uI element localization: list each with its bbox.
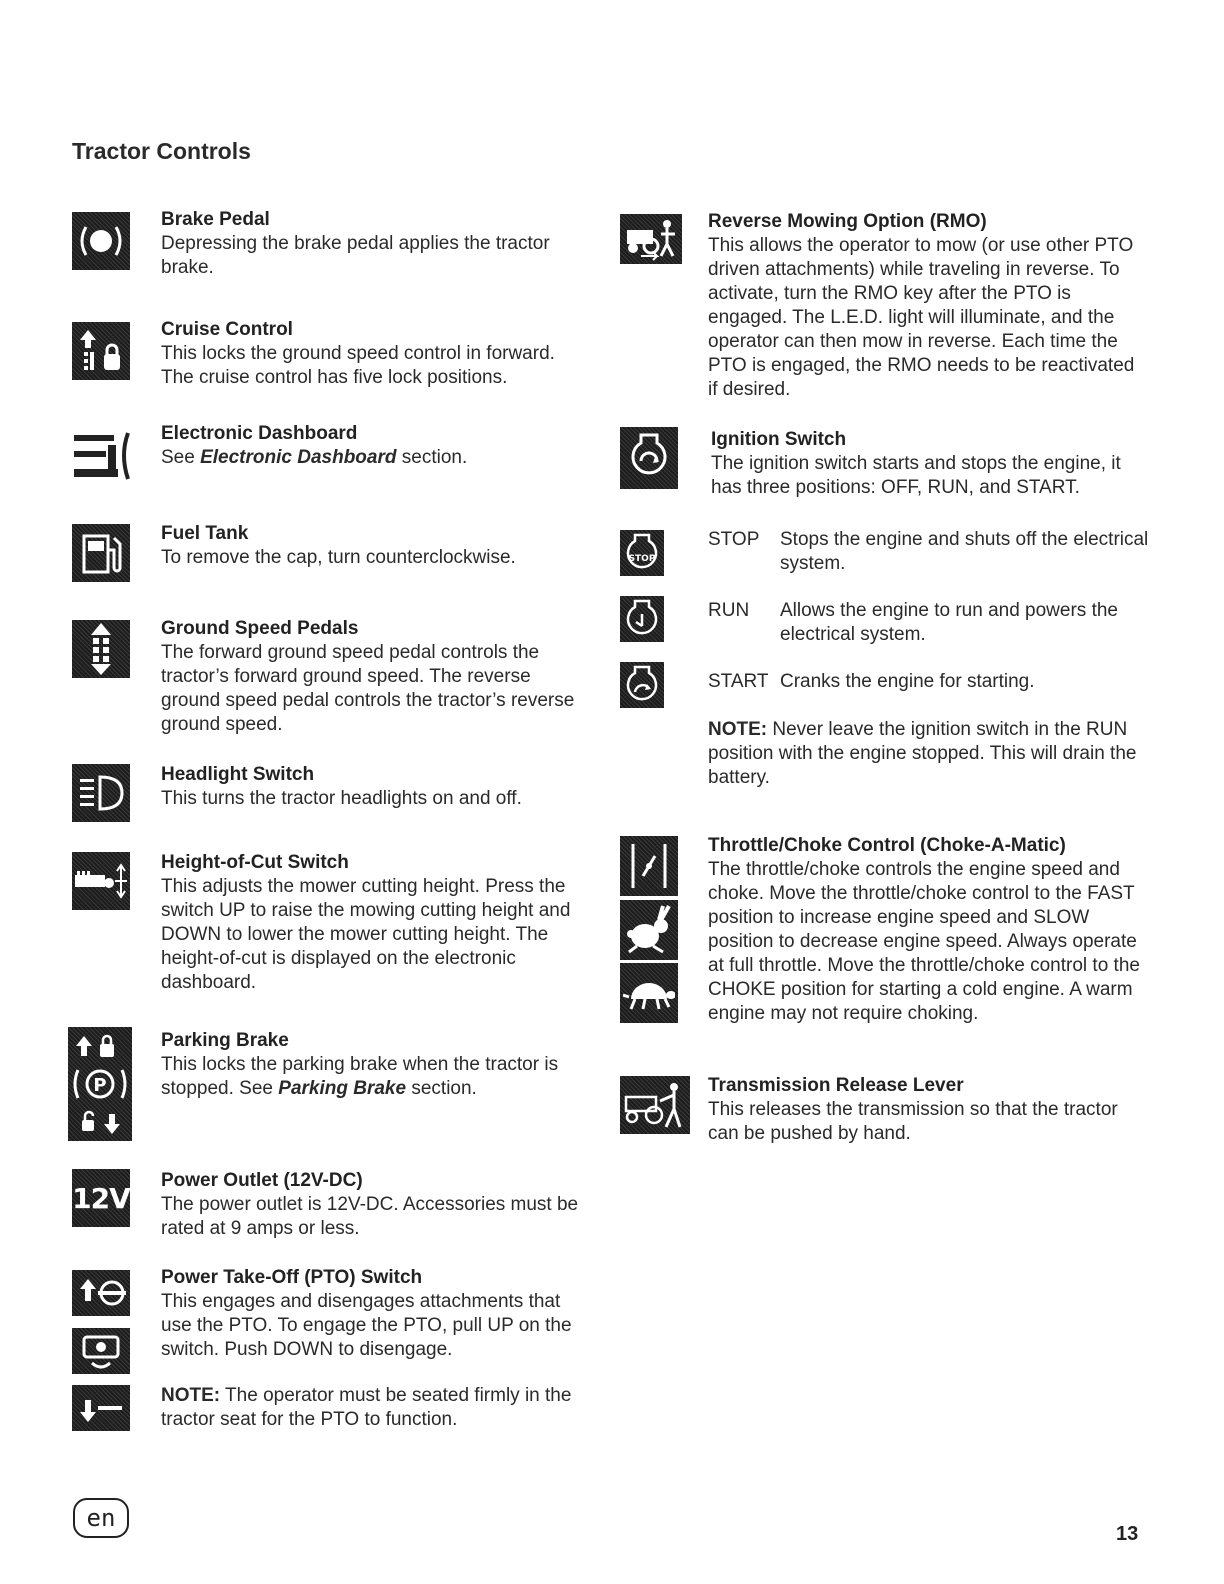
position-run — [708, 599, 1148, 649]
ground-speed-text: The forward ground speed pedal controls the tractor’s forward ground speed. The reverse ground speed pedal controls the tractor’s reverse ground speed. — [161, 642, 575, 735]
pto-heading: Power Take-Off (PTO) Switch — [161, 1267, 423, 1288]
pto-icon — [72, 1328, 130, 1374]
stop-icon-label: STOP — [628, 554, 656, 564]
power-outlet-heading: Power Outlet (12V-DC) — [161, 1170, 363, 1191]
cruise-control-heading: Cruise Control — [161, 319, 293, 340]
power-outlet-text: The power outlet is 12V-DC. Accessories must be rated at 9 amps or less. — [161, 1194, 579, 1239]
parking-brake-entry — [161, 1029, 586, 1101]
engine-start-icon — [620, 662, 664, 708]
position-start-desc: Cranks the engine for starting. — [780, 671, 1035, 692]
position-run-key: RUN — [708, 600, 750, 621]
position-start-key: START — [708, 671, 769, 692]
headlight-heading: Headlight Switch — [161, 764, 315, 785]
page-number: 13 — [1116, 1523, 1139, 1545]
ignition-note — [708, 718, 1148, 790]
ignition-note-label: NOTE: — [708, 719, 768, 740]
cruise-control-text: This locks the ground speed control in forward. The cruise control has five lock positions. — [161, 343, 555, 388]
pto-engage-icon — [72, 1270, 130, 1316]
fuel-tank-heading: Fuel Tank — [161, 523, 249, 544]
rmo-heading: Reverse Mowing Option (RMO) — [708, 211, 987, 232]
transmission-release-icon — [620, 1076, 690, 1134]
pto-note: NOTE: The operator must be seated firmly in the tractor seat for the PTO to function. — [161, 1385, 572, 1430]
dashboard-heading: Electronic Dashboard — [161, 423, 358, 444]
rmo-text: This allows the operator to mow (or use other PTO driven attachments) while traveling in reverse. To activate, turn the RMO key after the PTO is engaged. The L.E.D. light will illuminate, and the operator can then mow in reverse. Each time the PTO is engaged, the RMO needs to be reactivated if desired. — [708, 235, 1135, 400]
language-badge: en — [73, 1498, 129, 1538]
pto-entry — [161, 1266, 591, 1432]
parking-brake-heading: Parking Brake — [161, 1030, 289, 1051]
engine-run-icon — [620, 596, 664, 642]
fuel-tank-icon — [72, 524, 130, 582]
brake-pedal-entry — [161, 208, 581, 280]
power-outlet-entry — [161, 1169, 601, 1241]
position-stop-desc: Stops the engine and shuts off the electrical system. — [780, 529, 1149, 574]
height-of-cut-heading: Height-of-Cut Switch — [161, 852, 349, 873]
ignition-note-text: Never leave the ignition switch in the RUN position with the engine stopped. This will drain the battery. — [708, 719, 1137, 788]
throttle-text: The throttle/choke controls the engine speed and choke. Move the throttle/choke control to the FAST position to increase engine speed and SLOW position to decrease engine speed. Always operate at full throttle. Move the throttle/choke control to the CHOKE position for starting a cold engine. A warm engine may not require choking. — [708, 859, 1140, 1024]
engine-stop-icon — [620, 530, 664, 576]
ignition-heading: Ignition Switch — [711, 429, 847, 450]
headlight-text: This turns the tractor headlights on and off. — [161, 788, 522, 809]
cruise-control-icon — [72, 322, 130, 380]
height-of-cut-icon — [72, 852, 130, 910]
dashboard-link: Electronic Dashboard — [200, 447, 397, 468]
dashboard-entry — [161, 422, 581, 470]
transmission-text: This releases the transmission so that the tractor can be pushed by hand. — [708, 1099, 1118, 1144]
pto-disengage-icon — [72, 1385, 130, 1431]
ground-speed-entry — [161, 617, 591, 737]
transmission-heading: Transmission Release Lever — [708, 1075, 964, 1096]
position-run-desc: Allows the engine to run and powers the electrical system. — [780, 600, 1118, 645]
brake-pedal-text: Depressing the brake pedal applies the tractor brake. — [161, 233, 550, 278]
pto-text: This engages and disengages attachments that use the PTO. To engage the PTO, pull UP on the switch. Push DOWN to disengage. — [161, 1291, 572, 1360]
headlight-icon — [72, 764, 130, 822]
headlight-entry — [161, 763, 581, 811]
transmission-entry — [708, 1074, 1148, 1146]
height-of-cut-entry — [161, 851, 586, 995]
rmo-entry — [708, 210, 1138, 402]
ground-speed-icon — [72, 620, 130, 678]
brake-pedal-icon — [72, 212, 130, 270]
parking-brake-icon — [68, 1027, 132, 1141]
position-stop — [708, 528, 1148, 578]
power-outlet-icon — [72, 1169, 130, 1227]
position-start — [708, 670, 1148, 696]
ground-speed-heading: Ground Speed Pedals — [161, 618, 359, 639]
page-title: Tractor Controls — [72, 138, 251, 164]
ignition-icon — [620, 427, 678, 489]
rmo-icon — [620, 214, 682, 264]
throttle-heading: Throttle/Choke Control (Choke-A-Matic) — [708, 835, 1066, 856]
choke-icon — [620, 836, 678, 896]
rabbit-icon — [620, 900, 678, 960]
brake-pedal-heading: Brake Pedal — [161, 209, 270, 230]
position-stop-key: STOP — [708, 529, 760, 550]
throttle-entry — [708, 834, 1148, 1026]
dashboard-icon — [72, 425, 134, 487]
ignition-entry — [711, 428, 1141, 500]
parking-brake-text: This locks the parking brake when the tractor is stopped. See Parking Brake section. — [161, 1054, 559, 1099]
svg-text:P: P — [93, 1075, 107, 1096]
fuel-tank-entry — [161, 522, 581, 570]
ignition-text: The ignition switch starts and stops the engine, it has three positions: OFF, RUN, and START. — [711, 453, 1121, 498]
fuel-tank-text: To remove the cap, turn counterclockwise. — [161, 547, 516, 568]
parking-brake-link: Parking Brake — [278, 1078, 407, 1099]
turtle-icon — [620, 963, 678, 1023]
cruise-control-entry — [161, 318, 581, 390]
height-of-cut-text: This adjusts the mower cutting height. Press the switch UP to raise the mowing cutting height and DOWN to lower the mower cutting height. The height-of-cut is displayed on the electronic dashboard. — [161, 876, 571, 993]
power-outlet-icon-label: 12V — [72, 1181, 130, 1215]
dashboard-text: See Electronic Dashboard section. — [161, 447, 468, 468]
